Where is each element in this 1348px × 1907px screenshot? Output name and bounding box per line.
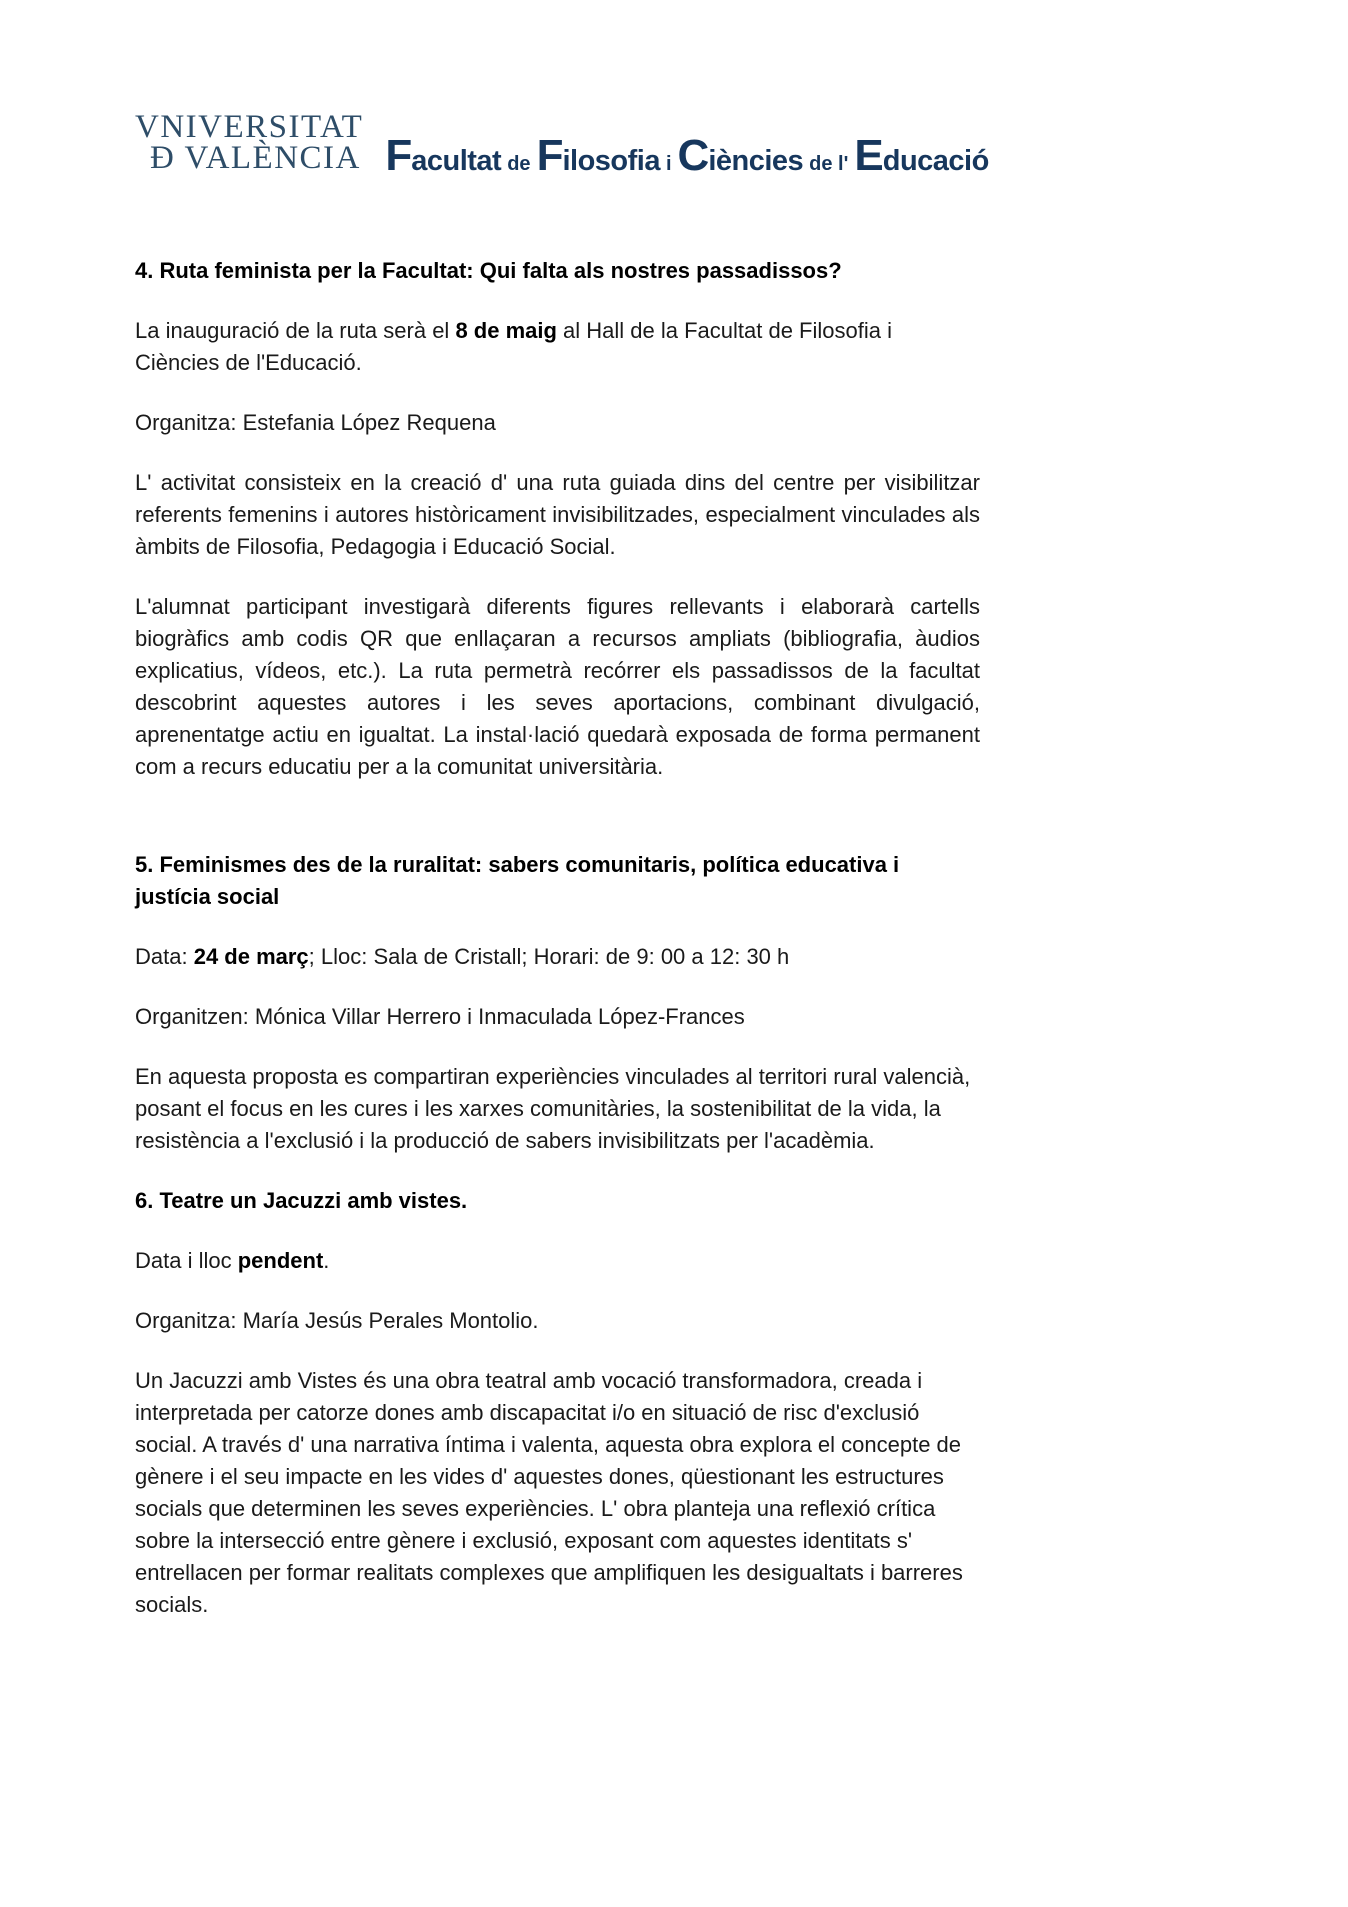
paragraph-organizers-5: Organitzen: Mónica Villar Herrero i Inmaculada López-Frances (135, 1003, 745, 1029)
paragraph-inauguration: La inauguració de la ruta serà el 8 de maig al Hall de la Facultat de Filosofia i Ciències de l'Educació. (135, 317, 892, 375)
bold-date-24-marc: 24 de març (193, 943, 309, 969)
faculty-initial-2: F (536, 130, 563, 180)
paragraph-description-5: En aquesta proposta es compartiran experiències vinculades al territori rural valencià, posant el focus en les cures i les xarxes comunitàries, la sostenibilitat de la vida, la resistència a l'exclusió i la producció de sabers invisibilitzats per l'acadèmia. (135, 1063, 971, 1153)
paragraph-date-5: Data: 24 de març; Lloc: Sala de Cristall; Horari: de 9: 00 a 12: 30 h (135, 943, 790, 969)
faculty-initial-1: F (385, 130, 412, 180)
paragraph-date-6: Data i lloc pendent. (135, 1247, 330, 1273)
section-5-heading: 5. Feminismes des de la ruralitat: sabers comunitaris, política educativa i justícia social (135, 851, 900, 909)
paragraph-description-6: Un Jacuzzi amb Vistes és una obra teatral amb vocació transformadora, creada i interpretada per catorze dones amb discapacitat i/o en situació de risc d'exclusió social. A través d' una narrativa íntima i valenta, aquesta obra explora el concepte de gènere i el seu impacte en les vides d' aquestes dones, qüestionant les estructures socials que determinen les seves experiències. L' obra planteja una reflexió crítica sobre la intersecció entre gènere i exclusió, exposant com aquestes identitats s' entrellacen per formar realitats complexes que amplifiquen les desigualtats i barreres socials. (135, 1367, 963, 1617)
section-6-heading: 6. Teatre un Jacuzzi amb vistes. (135, 1187, 468, 1213)
paragraph-organizer-6: Organitza: María Jesús Perales Montolio. (135, 1307, 539, 1333)
bold-date-8-maig: 8 de maig (455, 317, 557, 343)
logo-line-2: Ð VALÈNCIA (150, 140, 361, 177)
section-4-heading: 4. Ruta feminista per la Facultat: Qui falta als nostres passadissos? (135, 257, 842, 283)
bold-pendent: pendent (237, 1247, 324, 1273)
faculty-initial-3: C (677, 130, 709, 180)
paragraph-organizer-4: Organitza: Estefania López Requena (135, 409, 496, 435)
paragraph-activity: L' activitat consisteix en la creació d' una ruta guiada dins del centre per visibilitzar referents femenins i autores històricament invisibilitzades, especialment vinculades als àmbits de Filosofia, Pedagogia i Educació Social. (135, 469, 980, 559)
faculty-initial-4: E (854, 130, 883, 180)
universitat-valencia-logo (135, 109, 364, 177)
logo-line-1: VNIVERSITAT (135, 109, 364, 145)
paragraph-students: L'alumnat participant investigarà diferents figures rellevants i elaborarà cartells biogràfics amb codis QR que enllaçaran a recursos ampliats (bibliografia, àudios explicatius, vídeos, etc.). La ruta permetrà recórrer els passadissos de la facultat descobrint aquestes autores i les seves aportacions, combinant divulgació, aprenentatge actiu en igualtat. La instal·lació quedarà exposada de forma permanent com a recurs educatiu per a la comunitat universitària. (135, 593, 980, 779)
document-header (135, 109, 1348, 180)
document-body (135, 255, 980, 1621)
faculty-name: Facultat de Filosofia i Ciències de l' Educació (385, 130, 989, 180)
